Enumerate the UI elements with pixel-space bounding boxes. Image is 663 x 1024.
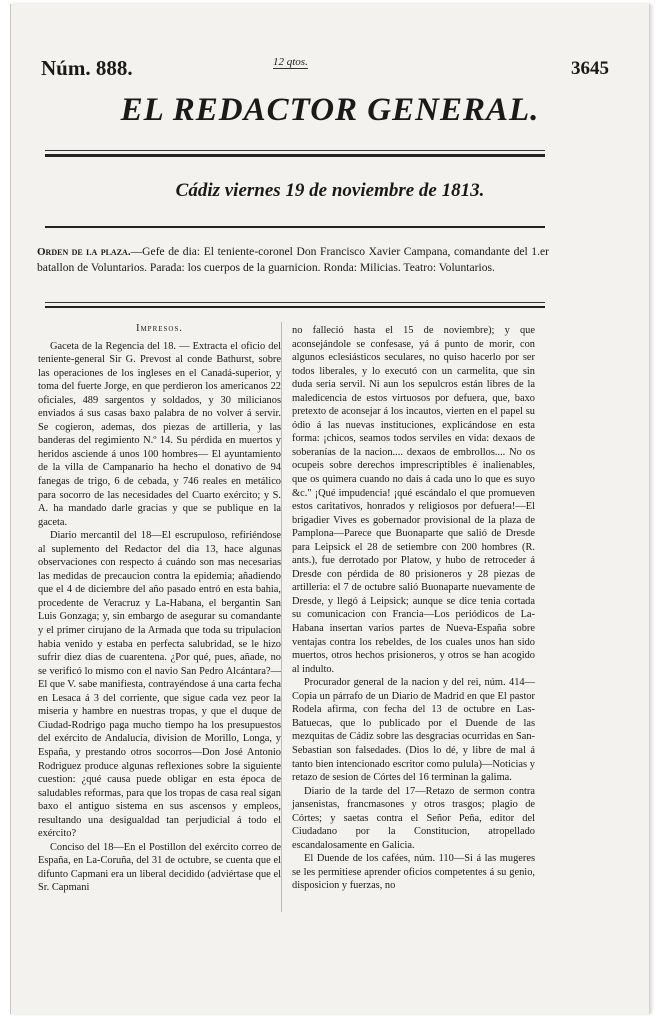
paragraph-diario-mercantil: Diario mercantil del 18—El escrupuloso, refiriéndose al suplemento del Redactor del dia 13, hace algunas observaciones con respecto á cuándo son mas necesarias las medidas de precaucion contra la epidemia; añadiendo que el 4 de diciembre del año pasado entró en esta bahia, procedente de Veracruz y La-Habana, el bergantin San Luis Gonzaga; y, sin embargo de asegurar su comandante y el primer cirujano de la Armada que toda su tripulacion habia venido y estaba en perfecta salubridad, se le hizo sufrir diez dias de cuarentena. ¿Por qué, pues, añade, no se verificó lo mismo con el navio San Pedro Alcántara?—El que V. sabe manifiesta, contrayéndose á una carta fecha en Lesaca á 3 del corriente, que sigue cada vez peor la miseria y hambre en nuestras tropas, y que el duque de Ciudad-Rodrigo paga mucho tiempo ha los presupuestos del exército de Andalucía, division de Morillo, Longa, y España, y prestando otros socorros—Don José Antonio Rodriguez produce algunas reflexiones sobre la siguiente cuestion: ¿qué causa puede obligar en esta época de saludables reformas, para que los tropas de casa real sigan baxo el antiguo sistema en sus ascensos y empleos, resultando una desigualdad tan perjudicial á todo el exército? xyxy=(38,530,281,840)
paragraph-procurador: Procurador general de la nacion y del rei, núm. 414—Copia un párrafo de un Diario de Madrid en que El pastor Rodela afirma, con fecha del 13 de octubre en Las-Batuecas, que lo publicado por el Duende de las mezquitas de Cádiz sobre las desgracias ocurridas en San-Sebastian son falsedades. (Dios lo dé, y libre de mal á tanto bien intencionado escritor como pulula)—Noticias y retazo de sesion de Córtes del 16 terminan la galima. xyxy=(292,677,535,784)
orden-rule-thick xyxy=(45,306,545,308)
paragraph-gaceta: Gaceta de la Regencia del 18. — Extracta el oficio del teniente-general Sir G. Prevost al conde Bathurst, sobre las operaciones de los ingleses en el Canadá-superior, y toma del fuerte Jorge, en que perdieron los americanos 22 oficiales, 489 sargentos y soldados, y 30 milicianos enviados á sus casas baxo palabra de no volver á servir. Se cogieron, ademas, dos piezas de artilleria, y las banderas del regimiento N.º 14. Su pérdida en muertos y heridos asciende á unos 100 hombres— El ayuntamiento de la villa de Campanario ha hecho el donativo de 94 fanegas de trigo, 6 de cebada, y 746 reales en metálico para socorro de las necesidades del Cuarto exército; y S. A. ha mandado darle gracias y que se publique en la gaceta. xyxy=(38,340,281,528)
column-divider xyxy=(281,322,282,912)
price: 12 qtos. xyxy=(273,56,308,68)
header-rule-thick xyxy=(45,154,545,157)
orden-rule-thin xyxy=(45,302,545,303)
orden-text: —Gefe de dia: El teniente-coronel Don Francisco Xavier Campana, comandante del 1.er batallon de Voluntarios. Parada: los cuerpos de la guarnicion. Ronda: Milicias. Teatro: Voluntarios. xyxy=(37,245,549,275)
section-heading: Impresos. xyxy=(136,323,183,334)
right-column xyxy=(292,324,535,893)
paragraph-duende: El Duende de los cafées, núm. 110—Si á las mugeres se les permitiese aprender oficios competentes á su genio, disposicion y fuerzas, no xyxy=(292,853,535,892)
orden-label: Orden de la plaza. xyxy=(37,246,131,258)
dateline-rule xyxy=(45,226,545,228)
newspaper-title: EL REDACTOR GENERAL. xyxy=(120,92,540,128)
paragraph-continuation: no falleció hasta el 15 de noviembre); y que aconsejándole se confesase, yá á punto de morir, con algunos eclesiásticos seculares, no quiso hacerlo por ser todos liberales, y lo executó con un carmelita, que sin duda seria servil. Ni aun los sepulcros están libres de la maledicencia de estos virtuosos por defuera, que, baxo pretexto de aconsejar á los incautos, vierten en el papel su ódio á las nuevas instituciones, explicándose en esta forma: ¡chicos, seamos todos serviles en vida: dexaos de soberanías de la nacion.... dexaos de embrollos.... No os ocupeis sobre derechos imprescriptibles é inalienables, que os quimera cuando no dais á cada uno lo que es suyo &c." ¡Qué impudencia! ¡qué escándalo el que promueven estos caritativos, honrados y religiosos por defuera!—El brigadier Vives es gobernador provisional de la plaza de Pamplona—Parece que Buonaparte que salió de Dresde para Leipsick el 28 de setiembre con 200 hombres (R. ants.), fue derrotado por Platow, y hubo de retroceder á Dresde con pérdida de 80 prisioneros y 28 piezas de artilleria: el 7 de octubre salió Buonaparte nuevamente de Dresde, y llegó á Leipsick; aunque se dice tenia cortada su comunicacion con Francia—Los periódicos de La-Habana insertan varios partes de Nueva-España sobre ventajas contra los rebeldes, de los cuales unos han sido muertos, otros hechos prisioneros, y otros se han acogido al indulto. xyxy=(292,325,535,675)
left-column xyxy=(38,320,281,895)
issue-number: Núm. 888. xyxy=(41,56,133,80)
paragraph-conciso: Conciso del 18—En el Postillon del exército correo de España, en La-Coruña, del 31 de octubre, se cuenta que el difunto Capmani era un liberal decidido (adviértase que el Sr. Capmani xyxy=(38,841,281,894)
page-number: 3645 xyxy=(571,58,609,79)
paragraph-diario-tarde: Diario de la tarde del 17—Retazo de sermon contra jansenistas, francmasones y otros trasgos; plagio de Córtes; y saetas contra el Señor Peña, editor del Ciudadano por la Constitucion, atropellado escandalosamente en Galicia. xyxy=(292,785,535,851)
newspaper-page xyxy=(10,4,650,1014)
dateline: Cádiz viernes 19 de noviembre de 1813. xyxy=(175,180,485,201)
header-rule-thin xyxy=(45,150,545,151)
orden-de-la-plaza xyxy=(37,244,549,276)
